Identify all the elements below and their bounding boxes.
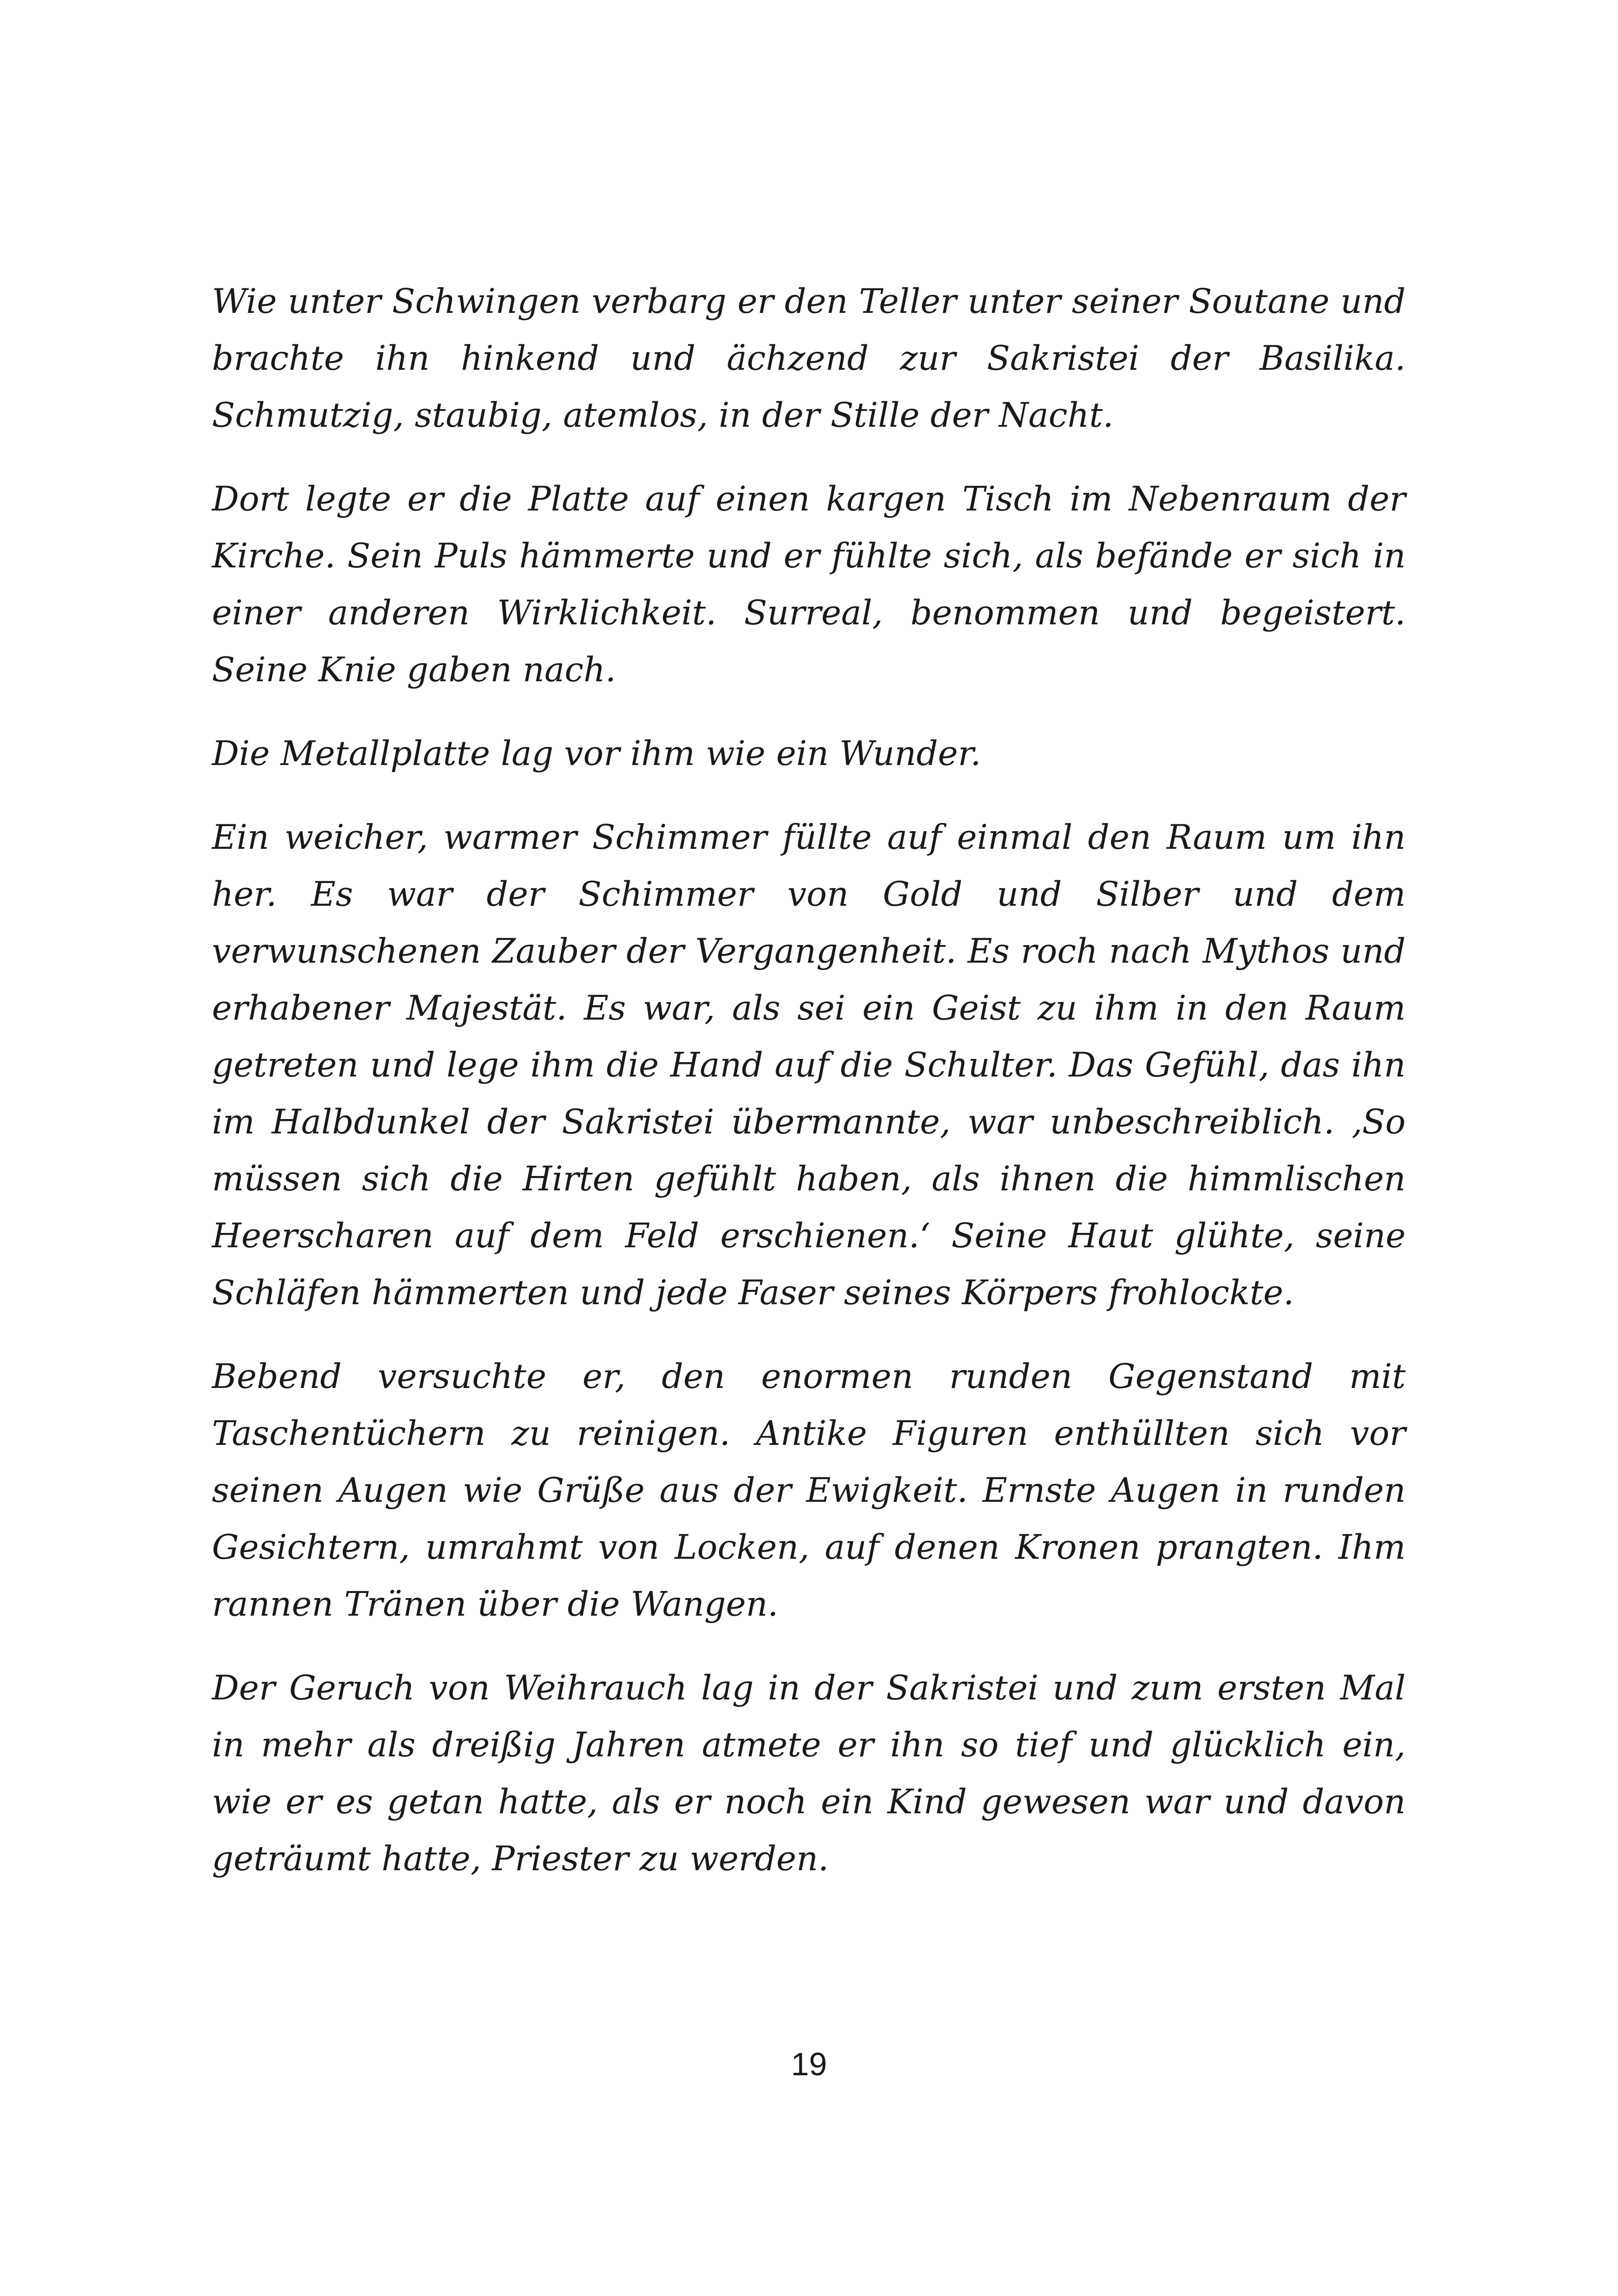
paragraph-2: Dort legte er die Platte auf einen kargen Tisch im Nebenraum der Kirche. Sein Puls hämmerte und er fühlte sich, als befände er sich in einer anderen Wirklichkeit. Surreal, benommen und begeistert. Seine Knie gaben nach.	[212, 479, 1406, 690]
paragraph-1: Wie unter Schwingen verbarg er den Teller unter seiner Soutane und brachte ihn hinkend und ächzend zur Sakristei der Basilika. Schmutzig, staubig, atemlos, in der Stille der Nacht.	[212, 282, 1406, 435]
paragraph-3: Die Metallplatte lag vor ihm wie ein Wunder.	[212, 734, 981, 773]
paragraph-6: Der Geruch von Weihrauch lag in der Sakristei und zum ersten Mal in mehr als dreißig Jahren atmete er ihn so tief und glücklich ein, wie er es getan hatte, als er noch ein Kind gewesen war und davon geträumt hatte, Priester zu werden.	[212, 1668, 1406, 1879]
paragraph-4: Ein weicher, warmer Schimmer füllte auf einmal den Raum um ihn her. Es war der Schimmer von Gold und Silber und dem verwunschenen Zauber der Vergangenheit. Es roch nach Mythos und erhabener Majestät. Es war, als sei ein Geist zu ihm in den Raum getreten und lege ihm die Hand auf die Schulter. Das Gefühl, das ihn im Halbdunkel der Sakristei übermannte, war unbeschreiblich. ‚So müssen sich die Hirten gefühlt haben, als ihnen die himmlischen Heerscharen auf dem Feld erschienen.‘ Seine Haut glühte, seine Schläfen hämmerten und jede Faser seines Körpers frohlockte.	[212, 818, 1406, 1313]
body-text	[212, 273, 1406, 1914]
page-number: 19	[791, 2046, 827, 2082]
paragraph-5: Bebend versuchte er, den enormen runden Gegenstand mit Taschentüchern zu reinigen. Antike Figuren enthüllten sich vor seinen Augen wie Grüße aus der Ewigkeit. Ernste Augen in runden Gesichtern, umrahmt von Locken, auf denen Kronen prangten. Ihm rannen Tränen über die Wangen.	[212, 1357, 1406, 1624]
